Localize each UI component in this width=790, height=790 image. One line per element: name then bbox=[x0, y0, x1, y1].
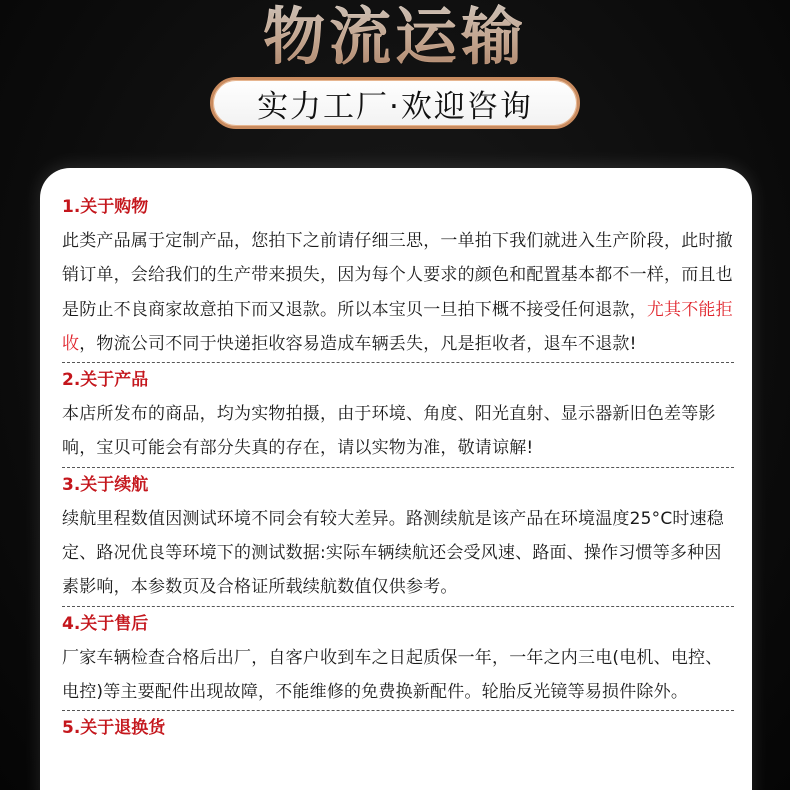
consult-banner bbox=[210, 77, 580, 129]
section-text-part: ，物流公司不同于快递拒收容易造成车辆丢失，凡是拒收者，退车不退款! bbox=[79, 333, 637, 354]
consult-banner-text: 实力工厂·欢迎咨询 bbox=[257, 88, 533, 125]
section-title: 5.关于退换货 bbox=[62, 718, 166, 739]
section-title: 2.关于产品 bbox=[62, 370, 149, 391]
section-text: 续航里程数值因测试环境不同会有较大差异。路测续航是该产品在环境温度25°C时速稳定、路况优良等环境下的测试数据:实际车辆续航还会受风速、路面、操作习惯等多种因素影响，本参数页及合格证所载续航数值仅供参考。 bbox=[62, 508, 725, 598]
section-title: 4.关于售后 bbox=[62, 613, 149, 634]
section-title: 1.关于购物 bbox=[62, 197, 149, 217]
section-shopping bbox=[62, 190, 734, 363]
section-text: 厂家车辆检查合格后出厂，自客户收到车之日起质保一年，一年之内三电(电机、电控、电控)等主要配件出现故障，不能维修的免费换新配件。轮胎反光镜等易损件除外。 bbox=[62, 647, 723, 702]
section-title: 3.关于续航 bbox=[62, 474, 149, 495]
section-after-sales bbox=[62, 607, 734, 712]
highlight-text: 尤其不能拒收 bbox=[62, 299, 733, 354]
notice-content bbox=[62, 190, 734, 745]
notice-card bbox=[40, 168, 752, 790]
section-text bbox=[62, 224, 734, 361]
section-returns bbox=[62, 711, 734, 745]
section-text-part: 此类产品属于定制产品，您拍下之前请仔细三思，一单拍下我们就进入生产阶段，此时撤销订单，会给我们的生产带来损失，因为每个人要求的颜色和配置基本都不一样，而且也是防止不良商家故意拍下而又退款。所以本宝贝一旦拍下概不接受任何退款， bbox=[62, 231, 733, 320]
section-product bbox=[62, 363, 734, 468]
page-title: 物流运输 bbox=[0, 0, 790, 74]
section-text: 本店所发布的商品，均为实物拍摄，由于环境、角度、阳光直射、显示器新旧色差等影响，宝贝可能会有部分失真的存在，请以实物为准，敬请谅解! bbox=[62, 404, 716, 459]
section-range bbox=[62, 468, 734, 607]
